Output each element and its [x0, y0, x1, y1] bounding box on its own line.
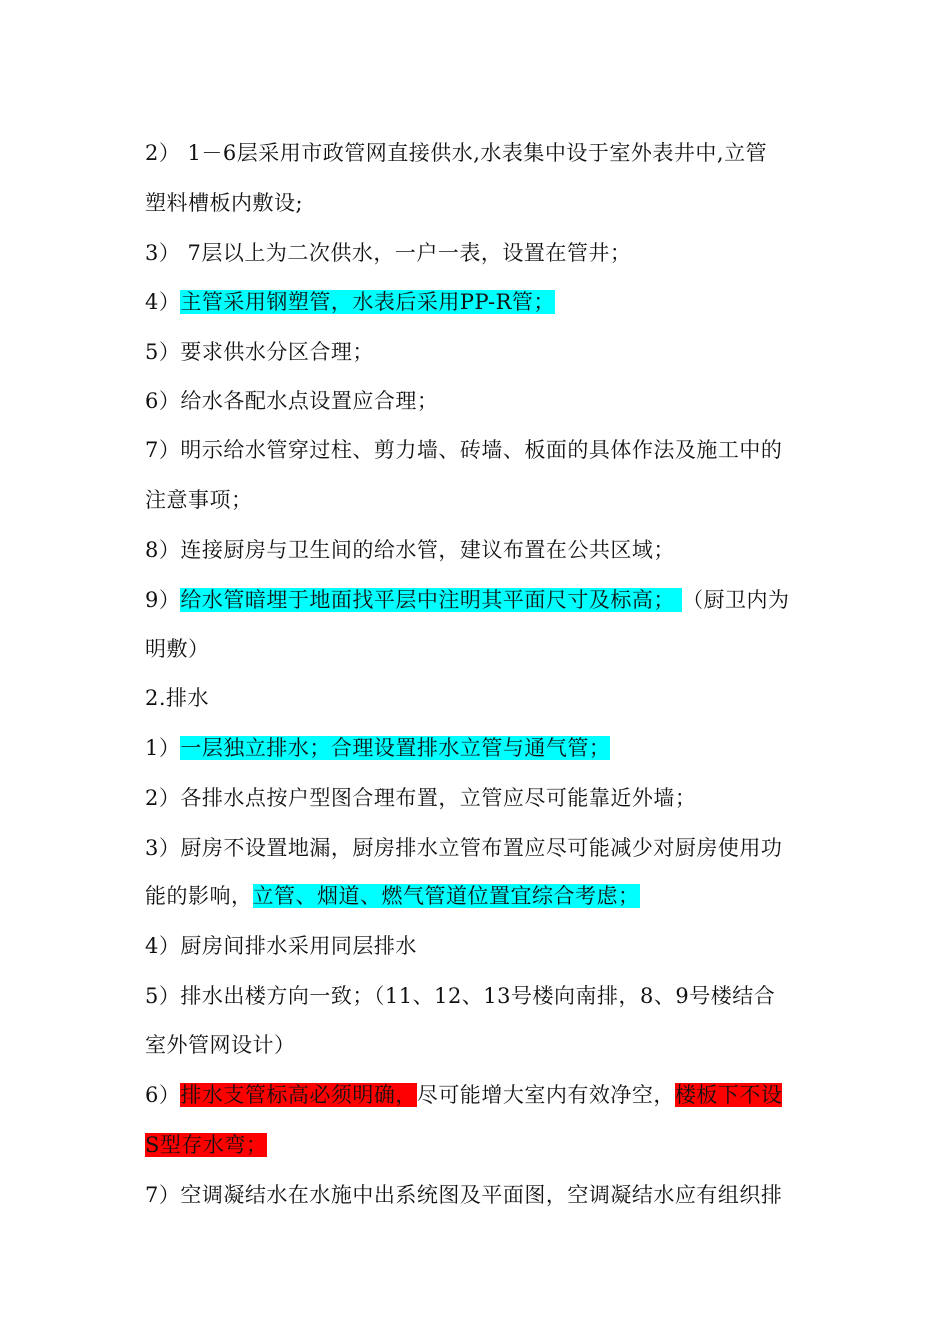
highlighted-text-red: 楼板下不设 [674, 1083, 783, 1107]
line-text: 7）明示给水管穿过柱、剪力墙、砖墙、板面的具体作法及施工中的 [145, 438, 783, 462]
paragraph-line [145, 435, 782, 465]
line-prefix: 9） [145, 588, 181, 612]
line-text: 2）各排水点按户型图合理布置，立管应尽可能靠近外墙； [145, 786, 697, 810]
paragraph-line [145, 585, 790, 615]
highlighted-text: 给水管暗埋于地面找平层中注明其平面尺寸及标高； [180, 588, 683, 612]
paragraph-line [145, 833, 782, 863]
paragraph-line [145, 1130, 267, 1160]
highlighted-text: 立管、烟道、燃气管道位置宜综合考虑； [252, 884, 640, 908]
paragraph-line [145, 386, 438, 416]
section-heading [145, 683, 209, 713]
line-prefix: 能的影响， [145, 884, 253, 908]
heading-text: 2.排水 [145, 686, 210, 710]
paragraph-line [145, 238, 631, 268]
line-text: 2） 1－6层采用市政管网直接供水,水表集中设于室外表井中,立管 [145, 141, 768, 165]
highlighted-text: 一层独立排水；合理设置排水立管与通气管； [180, 736, 611, 760]
paragraph-line [145, 1180, 782, 1210]
line-middle: 尽可能增大室内有效净空， [416, 1083, 675, 1107]
paragraph-line [145, 733, 610, 763]
line-text: 7）空调凝结水在水施中出系统图及平面图，空调凝结水应有组织排 [145, 1183, 783, 1207]
paragraph-line [145, 634, 210, 664]
paragraph-line [145, 287, 555, 317]
paragraph-line [145, 1030, 296, 1060]
highlighted-text-red: 排水支管标高必须明确， [180, 1083, 417, 1107]
line-prefix: 6） [145, 1083, 181, 1107]
paragraph-line [145, 931, 417, 961]
highlighted-text-red: S型存水弯； [145, 1133, 268, 1157]
paragraph-line [145, 881, 640, 911]
paragraph-line [145, 138, 767, 168]
highlighted-text: 主管采用钢塑管，水表后采用PP-R管； [180, 290, 555, 314]
line-text: 6）给水各配水点设置应合理； [145, 389, 439, 413]
paragraph-line [145, 981, 775, 1011]
paragraph-line [145, 1080, 782, 1110]
paragraph-line [145, 535, 675, 565]
line-text: 3） 7层以上为二次供水，一户一表，设置在管井； [145, 241, 632, 265]
paragraph-line [145, 337, 374, 367]
line-text: 4）厨房间排水采用同层排水 [145, 934, 417, 958]
line-text: 明敷） [145, 637, 210, 661]
paragraph-line [145, 485, 253, 515]
paragraph-line [145, 783, 696, 813]
line-prefix: 1） [145, 736, 181, 760]
line-text: 室外管网设计） [145, 1033, 296, 1057]
line-text: 3）厨房不设置地漏，厨房排水立管布置应尽可能减少对厨房使用功 [145, 836, 783, 860]
line-suffix: （厨卫内为 [682, 588, 790, 612]
line-text: 5）要求供水分区合理； [145, 340, 374, 364]
line-text: 5）排水出楼方向一致；（11、12、13号楼向南排，8、9号楼结合 [145, 984, 776, 1008]
line-prefix: 4） [145, 290, 181, 314]
line-text: 注意事项； [145, 488, 253, 512]
line-text: 8）连接厨房与卫生间的给水管，建议布置在公共区域； [145, 538, 675, 562]
paragraph-line [145, 188, 303, 218]
line-text: 塑料槽板内敷设; [145, 191, 304, 215]
